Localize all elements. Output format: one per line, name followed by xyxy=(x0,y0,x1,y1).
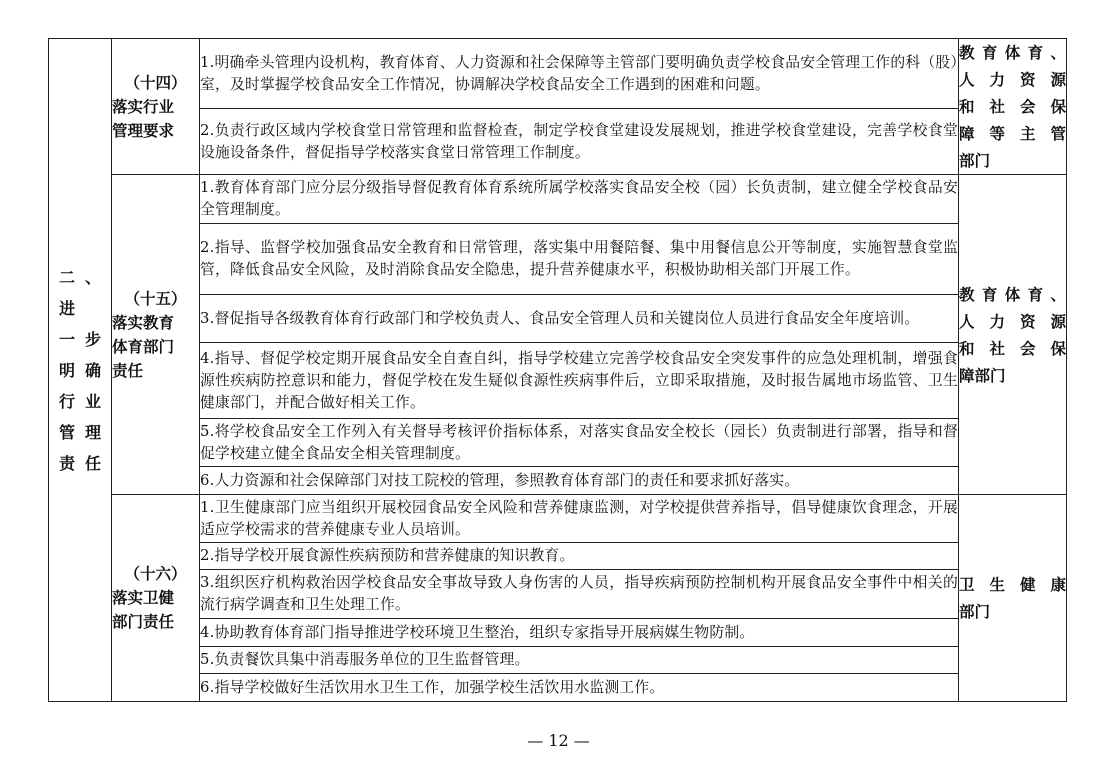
responsibility-item: 1.教育体育部门应分层分级指导督促教育体育系统所属学校落实食品安全校（园）长负责制，建立健全学校食品安全管理制度。 xyxy=(200,175,959,224)
category-line: 二、进 xyxy=(59,267,101,318)
department-line: 人力资源 xyxy=(959,70,1066,89)
section-title-line: 落实教育 xyxy=(112,312,175,332)
section-title-line: 部门责任 xyxy=(112,612,175,631)
table-row xyxy=(49,295,1067,343)
department-line: 教育体育、 xyxy=(959,43,1066,62)
section-title-line: 体育部门 xyxy=(112,336,175,356)
category-line: 明 确 xyxy=(59,360,101,380)
responsibility-table xyxy=(48,38,1067,702)
responsibility-item: 6.指导学校做好生活饮用水卫生工作，加强学校生活饮用水监测工作。 xyxy=(200,674,959,702)
responsibility-item: 4.指导、督促学校定期开展食品安全自查自纠，指导学校建立完善学校食品安全突发事件的应急处理机制，增强食源性疾病防控意识和能力，督促学校在发生疑似食源性疾病事件后，立即采取措施，及时报告属地市场监管、卫生健康部门，并配合做好相关工作。 xyxy=(200,343,959,419)
category-line: 责任 xyxy=(59,453,101,473)
responsibility-item: 1.卫生健康部门应当组织开展校园食品安全风险和营养健康监测，对学校提供营养指导，倡导健康饮食理念，开展适应学校需求的营养健康专业人员培训。 xyxy=(200,495,959,543)
responsibility-item: 2.负责行政区域内学校食堂日常管理和监督检查，制定学校食堂建设发展规划，推进学校食堂建设，完善学校食堂设施设备条件，督促指导学校落实食堂日常管理工作制度。 xyxy=(200,109,959,175)
department-line: 和社会保 xyxy=(959,338,1066,358)
table-row xyxy=(49,175,1067,224)
category-line: 一 步 xyxy=(59,329,101,349)
section-title-line: 责任 xyxy=(112,360,144,380)
table-row xyxy=(49,674,1067,702)
table-row xyxy=(49,419,1067,467)
table-row xyxy=(49,467,1067,495)
section-title-cell xyxy=(112,495,200,702)
department-line: 部门 xyxy=(959,602,991,621)
section-number: （十六） xyxy=(124,564,187,583)
department-line: 部门 xyxy=(959,151,991,170)
department-cell xyxy=(959,39,1067,175)
table-row xyxy=(49,343,1067,419)
responsibility-item: 4.协助教育体育部门指导推进学校环境卫生整治，组织专家指导开展病媒生物防制。 xyxy=(200,619,959,647)
table-row xyxy=(49,224,1067,295)
section-title-line: 落实卫健 xyxy=(112,588,175,607)
responsibility-item: 2.指导学校开展食源性疾病预防和营养健康的知识教育。 xyxy=(200,543,959,570)
department-line: 和社会保 xyxy=(959,97,1066,116)
table-row xyxy=(49,543,1067,570)
department-line: 人力资源 xyxy=(959,311,1066,331)
table-row xyxy=(49,39,1067,109)
department-line: 卫生健康 xyxy=(959,575,1066,594)
section-title-cell xyxy=(112,39,200,175)
responsibility-item: 5.将学校食品安全工作列入有关督导考核评价指标体系，对落实食品安全校长（园长）负责制进行部署，指导和督促学校建立健全食品安全相关管理制度。 xyxy=(200,419,959,467)
table-row xyxy=(49,495,1067,543)
responsibility-item: 1.明确牵头管理内设机构，教育体育、人力资源和社会保障等主管部门要明确负责学校食品安全管理工作的科（股）室，及时掌握学校食品安全工作情况，协调解决学校食品安全工作遇到的困难和问题。 xyxy=(200,39,959,109)
section-title-cell xyxy=(112,175,200,495)
table-row xyxy=(49,570,1067,619)
department-cell xyxy=(959,175,1067,495)
category-cell xyxy=(49,39,112,702)
responsibility-item: 3.督促指导各级教育体育行政部门和学校负责人、食品安全管理人员和关键岗位人员进行食品安全年度培训。 xyxy=(200,295,959,343)
responsibility-item: 6.人力资源和社会保障部门对技工院校的管理，参照教育体育部门的责任和要求抓好落实。 xyxy=(200,467,959,495)
department-cell xyxy=(959,495,1067,702)
category-line: 管 理 xyxy=(59,422,101,442)
table-row xyxy=(49,619,1067,647)
section-title-line: 落实行业 xyxy=(112,96,175,116)
department-line: 教育体育、 xyxy=(959,284,1066,304)
category-line: 行 业 xyxy=(59,391,101,411)
table-row xyxy=(49,109,1067,175)
section-title-line: 管理要求 xyxy=(112,120,175,140)
section-number: （十四） xyxy=(124,72,187,92)
section-number: （十五） xyxy=(124,288,187,308)
department-line: 障等主管 xyxy=(959,124,1066,143)
responsibility-item: 3.组织医疗机构救治因学校食品安全事故导致人身伤害的人员，指导疾病预防控制机构开展食品安全事件中相关的流行病学调查和卫生处理工作。 xyxy=(200,570,959,619)
page-number: — 12 — xyxy=(527,731,590,750)
responsibility-item: 5.负责餐饮具集中消毒服务单位的卫生监督管理。 xyxy=(200,647,959,674)
department-line: 障部门 xyxy=(959,365,1006,385)
responsibility-item: 2.指导、监督学校加强食品安全教育和日常管理，落实集中用餐陪餐、集中用餐信息公开等制度，实施智慧食堂监管，降低食品安全风险，及时消除食品安全隐患，提升营养健康水平，积极协助相关部门开展工作。 xyxy=(200,224,959,295)
table-row xyxy=(49,647,1067,674)
